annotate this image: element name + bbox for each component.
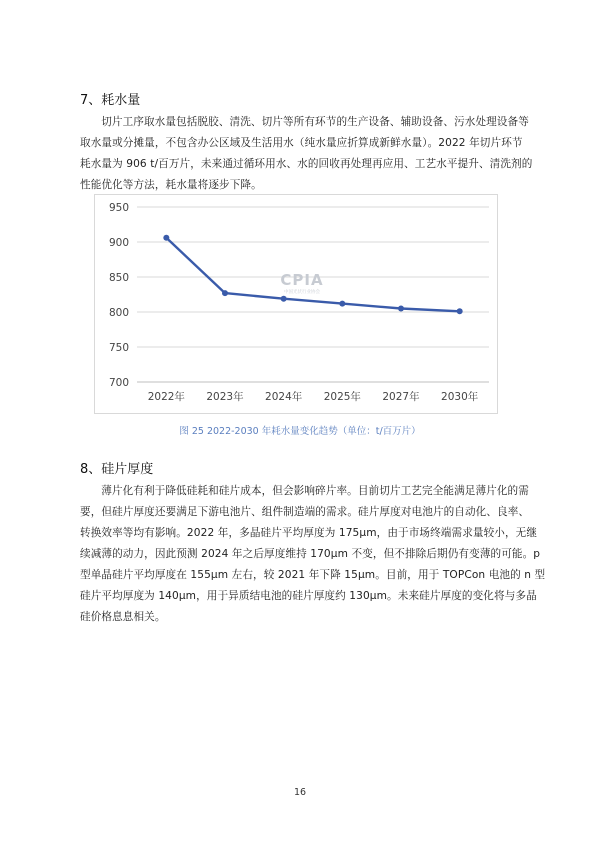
y-tick-label: 700 (108, 377, 129, 389)
y-tick-label: 750 (108, 342, 129, 354)
data-point (457, 308, 463, 314)
paragraph-line: 切片工序取水量包括脱胶、清洗、切片等所有环节的生产设备、辅助设备、污水处理设备等 (101, 116, 529, 128)
y-tick-label: 800 (108, 307, 129, 319)
section-7-title: 7、耗水量 (80, 93, 141, 108)
paragraph-line: 薄片化有利于降低硅耗和硅片成本，但会影响碎片率。目前切片工艺完全能满足薄片化的需 (101, 485, 529, 497)
y-tick-label: 950 (108, 202, 129, 214)
paragraph-line: 性能优化等方法，耗水量将逐步下降。 (80, 179, 262, 191)
data-point (281, 296, 287, 302)
data-point (222, 290, 228, 296)
water-consumption-chart (94, 194, 498, 414)
y-tick-label: 900 (108, 237, 129, 249)
x-tick-label: 2030年 (441, 391, 479, 403)
data-point (398, 306, 404, 312)
paragraph-line: 转换效率等均有影响。2022 年，多晶硅片平均厚度为 175μm，由于市场终端需求量较小，无继 (80, 527, 538, 539)
paragraph-line: 硅价格息息相关。 (80, 611, 166, 623)
paragraph-line: 续减薄的动力，因此预测 2024 年之后厚度维持 170μm 不变，但不排除后期仍有变薄的可能。p (80, 548, 541, 560)
paragraph-line: 硅片平均厚度为 140μm，用于异质结电池的硅片厚度约 130μm。未来硅片厚度的变化将与多晶 (80, 590, 537, 602)
watermark-subtext: 中国光伏行业协会 (284, 290, 320, 295)
page-number: 16 (293, 787, 307, 798)
x-tick-label: 2023年 (206, 391, 244, 403)
paragraph-line: 耗水量为 906 t/百万片，未来通过循环用水、水的回收再处理再应用、工艺水平提升、清洗剂的 (80, 158, 533, 170)
figure-caption: 图 25 2022-2030 年耗水量变化趋势（单位：t/百万片） (179, 426, 421, 437)
x-tick-label: 2025年 (323, 391, 361, 403)
cpia-watermark-logo (277, 271, 327, 295)
section-7-paragraph (80, 112, 533, 196)
paragraph-line: 型单晶硅片平均厚度在 155μm 左右，较 2021 年下降 15μm。目前，用于 TOPCon 电池的 n 型 (80, 569, 546, 581)
x-tick-label: 2022年 (147, 391, 185, 403)
y-tick-label: 850 (108, 272, 129, 284)
x-tick-label: 2024年 (265, 391, 303, 403)
watermark-text: CPIA (280, 271, 324, 289)
paragraph-line: 要，但硅片厚度还要满足下游电池片、组件制造端的需求。硅片厚度对电池片的自动化、良率、 (80, 506, 530, 518)
section-8-paragraph (80, 481, 546, 628)
data-point (163, 235, 169, 241)
x-tick-label: 2027年 (382, 391, 420, 403)
section-8-title: 8、硅片厚度 (80, 462, 154, 477)
data-point (339, 301, 345, 307)
chart-svg (95, 195, 497, 413)
paragraph-line: 取水量或分摊量，不包含办公区域及生活用水（纯水量应折算成新鲜水量）。2022 年切片环节 (80, 137, 523, 149)
